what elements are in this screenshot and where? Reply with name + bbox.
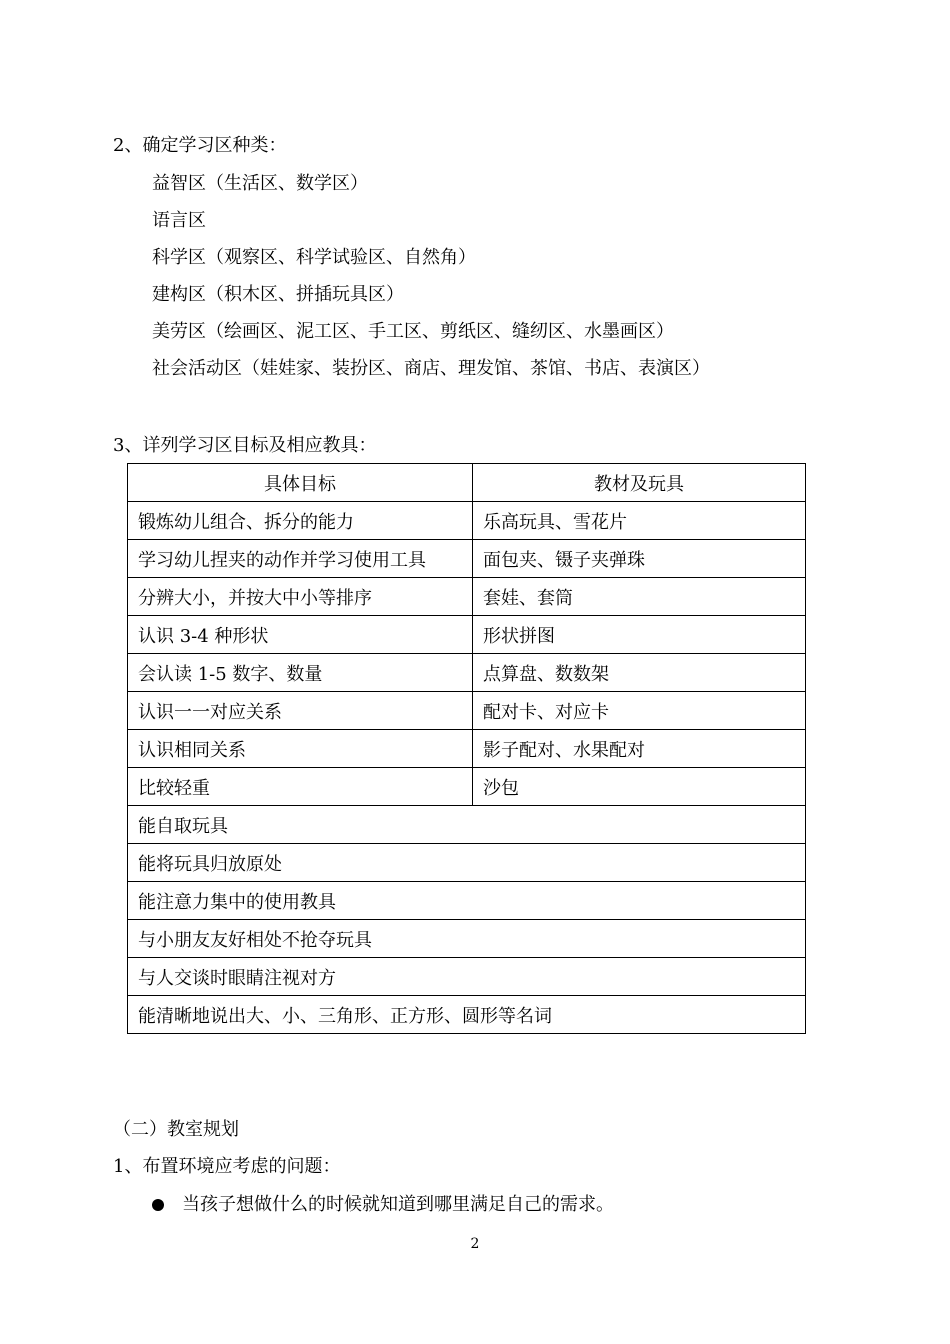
- table-row: [128, 616, 806, 654]
- materials-cell: 配对卡、对应卡: [473, 692, 806, 730]
- zone-item: 建构区（积木区、拼插玩具区）: [152, 284, 404, 305]
- environment-subheading: 1、布置环境应考虑的问题：: [113, 1156, 341, 1177]
- table-row: [128, 540, 806, 578]
- zone-item: 语言区: [152, 210, 206, 231]
- table-row: [128, 768, 806, 806]
- table-row-full: [128, 844, 806, 882]
- zone-item: 益智区（生活区、数学区）: [152, 173, 368, 194]
- zone-item: 科学区（观察区、科学试验区、自然角）: [152, 247, 476, 268]
- materials-cell: 沙包: [473, 768, 806, 806]
- part-2-heading: （二）教室规划: [113, 1119, 239, 1140]
- header-goal: 具体目标: [128, 464, 473, 502]
- goal-cell: 比较轻重: [128, 768, 473, 806]
- materials-cell: 面包夹、镊子夹弹珠: [473, 540, 806, 578]
- goal-cell: 锻炼幼儿组合、拆分的能力: [128, 502, 473, 540]
- goal-cell: 会认读 1-5 数字、数量: [128, 654, 473, 692]
- section-3-heading: 3、详列学习区目标及相应教具：: [113, 435, 377, 456]
- zone-item: 社会活动区（娃娃家、装扮区、商店、理发馆、茶馆、书店、表演区）: [152, 358, 710, 379]
- table-row-full: [128, 882, 806, 920]
- table-row-full: [128, 920, 806, 958]
- page-number: 2: [470, 1236, 480, 1252]
- table-row-full: [128, 996, 806, 1034]
- materials-cell: 影子配对、水果配对: [473, 730, 806, 768]
- table-row: [128, 654, 806, 692]
- materials-cell: 套娃、套筒: [473, 578, 806, 616]
- table-header-row: [128, 464, 806, 502]
- goal-cell: 认识一一对应关系: [128, 692, 473, 730]
- goals-table: [127, 463, 806, 1034]
- table-row: [128, 692, 806, 730]
- bullet-text: 当孩子想做什么的时候就知道到哪里满足自己的需求。: [182, 1194, 614, 1215]
- table-row: [128, 502, 806, 540]
- bullet-dot-icon: [152, 1199, 164, 1211]
- materials-cell: 乐高玩具、雪花片: [473, 502, 806, 540]
- materials-cell: 点算盘、数数架: [473, 654, 806, 692]
- goal-cell: 认识相同关系: [128, 730, 473, 768]
- goal-cell-full: 与小朋友友好相处不抢夺玩具: [128, 920, 806, 958]
- zone-item: 美劳区（绘画区、泥工区、手工区、剪纸区、缝纫区、水墨画区）: [152, 321, 674, 342]
- materials-cell: 形状拼图: [473, 616, 806, 654]
- section-2-heading: 2、确定学习区种类：: [113, 135, 287, 156]
- goal-cell-full: 能清晰地说出大、小、三角形、正方形、圆形等名词: [128, 996, 806, 1034]
- table-row: [128, 578, 806, 616]
- goal-cell: 分辨大小，并按大中小等排序: [128, 578, 473, 616]
- goal-cell: 学习幼儿捏夹的动作并学习使用工具: [128, 540, 473, 578]
- table-row-full: [128, 806, 806, 844]
- goal-cell-full: 能将玩具归放原处: [128, 844, 806, 882]
- goal-cell-full: 能注意力集中的使用教具: [128, 882, 806, 920]
- table-row-full: [128, 958, 806, 996]
- table-row: [128, 730, 806, 768]
- goal-cell-full: 能自取玩具: [128, 806, 806, 844]
- goal-cell-full: 与人交谈时眼睛注视对方: [128, 958, 806, 996]
- header-materials: 教材及玩具: [473, 464, 806, 502]
- goal-cell: 认识 3-4 种形状: [128, 616, 473, 654]
